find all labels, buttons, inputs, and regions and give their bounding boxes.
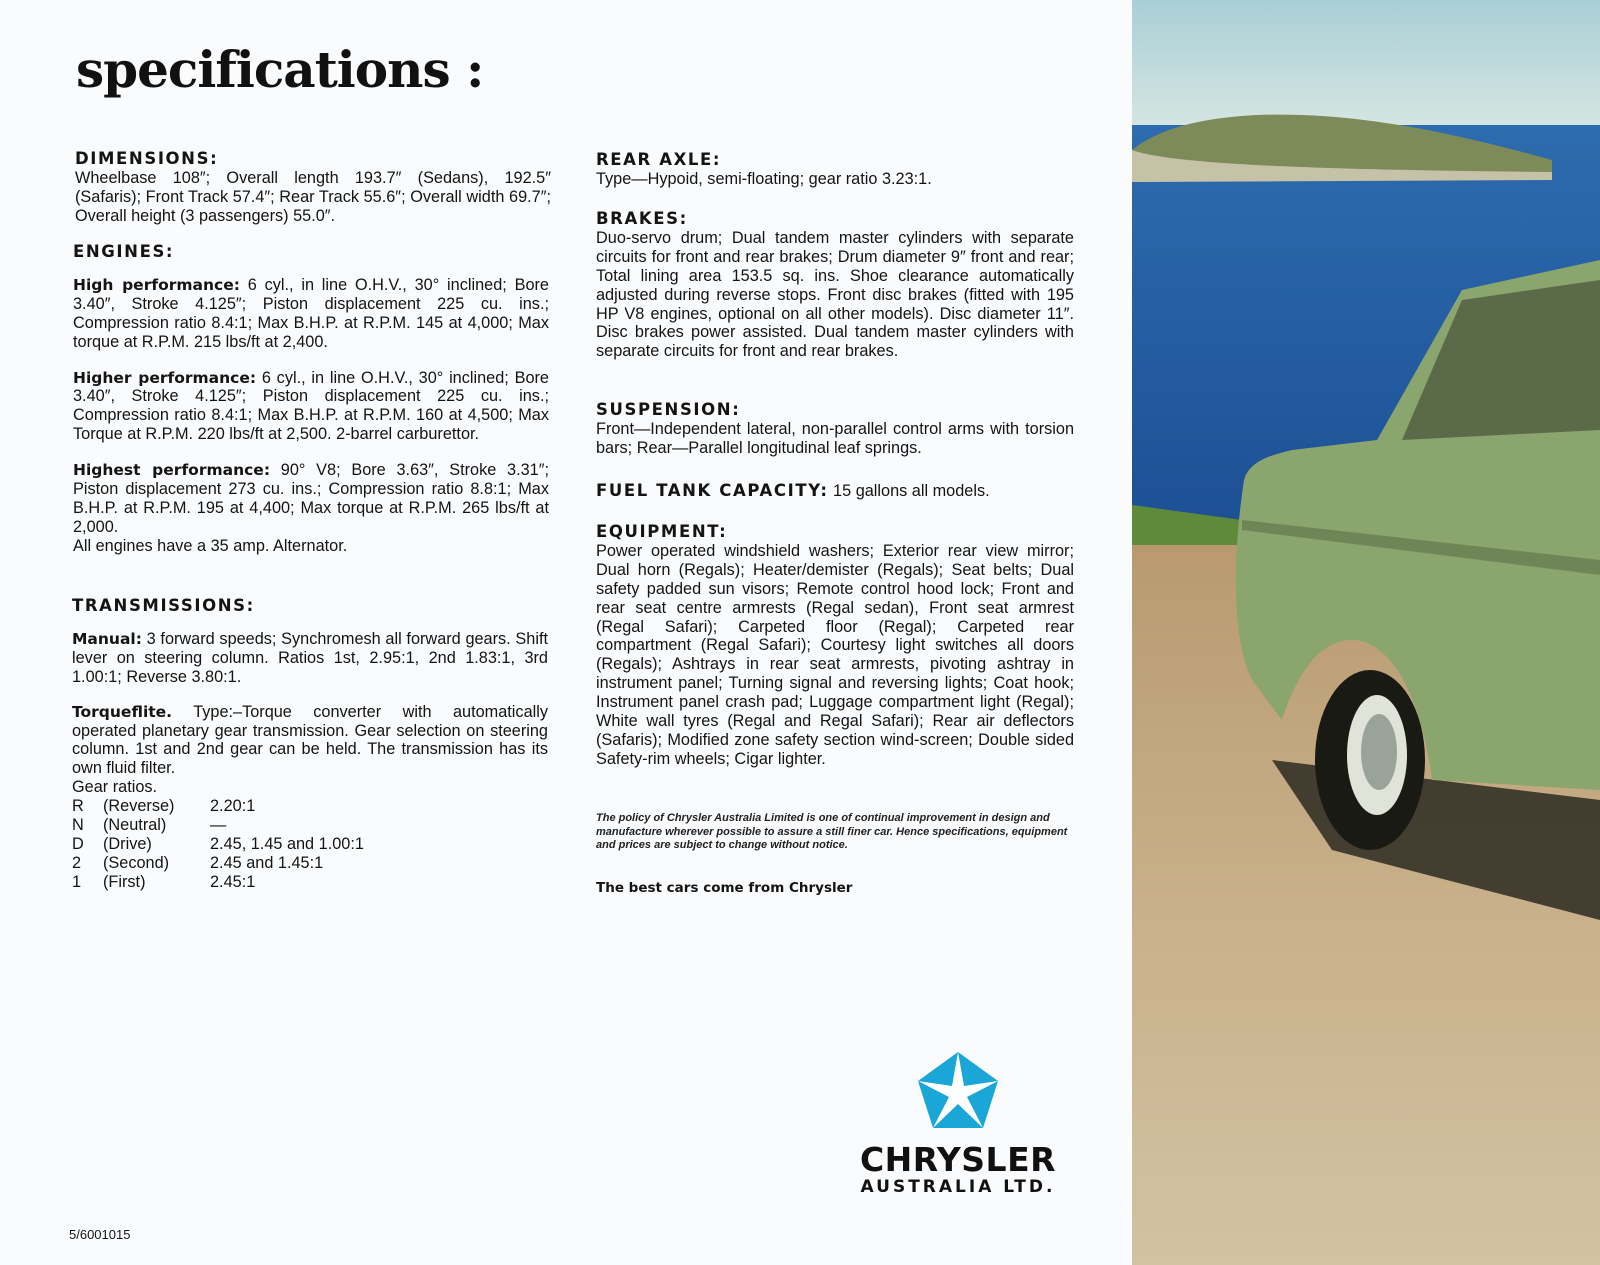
rear-axle-section: [596, 151, 1074, 189]
gear-ratios-label: Gear ratios.: [72, 778, 158, 797]
engine-high: High performance: 6 cyl., in line O.H.V., 30° inclined; Bore 3.40″, Stroke 4.125″; Piston displacement 225 cu. ins.; Compression ratio 8.4:1; Max B.H.P. at R.P.M. 145 at 4,000; Max torque at R.P.M. 215 lbs/ft at 2,400.: [73, 275, 549, 351]
torqueflite-transmission: Torqueflite. Type:–Torque converter with automatically operated planetary gear transmission. Gear selection on steering column. 1st and 2nd gear can be held. The transmission has its own fluid filter.: [72, 702, 548, 778]
pentastar-icon: [916, 1050, 1000, 1130]
engines-section: [73, 243, 549, 556]
fuel-text: 15 gallons all models.: [828, 482, 990, 500]
dimensions-heading: DIMENSIONS:: [75, 149, 219, 168]
dimensions-text: Wheelbase 108″; Overall length 193.7″ (Sedans), 192.5″ (Safaris); Front Track 57.4″; Rear Track 55.6″; Overall width 69.7″; Overall height (3 passengers) 55.0″.: [75, 168, 551, 225]
dimensions-section: [75, 150, 551, 226]
suspension-text: Front—Independent lateral, non-parallel control arms with torsion bars; Rear—Parallel longitudinal leaf springs.: [596, 419, 1074, 457]
transmissions-section: [72, 597, 548, 892]
brakes-text: Duo-servo drum; Dual tandem master cylinders with separate circuits for front and rear brakes; Drum diameter 9″ front and rear; Total lining area 153.5 sq. ins. Shoe clearance automatically adjusted during reverse stops. Front disc brakes (fitted with 195 HP V8 engines, optional on all other models). Disc diameter 11″. Disc brakes power assisted. Dual tandem master cylinders with separate circuits for front and rear brakes.: [596, 228, 1074, 361]
equipment-text: Power operated windshield washers; Exterior rear view mirror; Dual horn (Regals); Heater/demister (Regals); Seat belts; Dual safety padded sun visors; Remote control hood lock; Front and rear seat centre armrests (Regal sedan), Front seat armrest (Regal Safari); Carpeted floor (Regal); Carpeted rear compartment (Regal Safari); Courtesy light switches all doors (Regals); Ashtrays in rear seat armrests, pivoting ashtray in instrument panel; Turning signal and reversing lights; Coat hook; Instrument panel crash pad; Luggage compartment light (Regal); White wall tyres (Regal and Regal Safari); Rear air deflectors (Safaris); Modified zone safety section wind-screen; Double sided Safety-rim wheels; Cigar lighter.: [596, 541, 1074, 768]
engines-heading: ENGINES:: [73, 242, 175, 261]
equipment-heading: EQUIPMENT:: [596, 522, 728, 541]
suspension-section: [596, 401, 1074, 458]
slogan: The best cars come from Chrysler: [596, 880, 853, 896]
brakes-section: [596, 210, 1074, 361]
transmissions-heading: TRANSMISSIONS:: [72, 596, 255, 615]
logo-sub: AUSTRALIA LTD.: [860, 1177, 1056, 1197]
manual-transmission: Manual: 3 forward speeds; Synchromesh all forward gears. Shift lever on steering column. Ratios 1st, 2.95:1, 2nd 1.83:1, 3rd 1.00:1; Reverse 3.80:1.: [72, 629, 548, 686]
car-photo: [1132, 0, 1600, 1265]
engine-highest: Highest performance: 90° V8; Bore 3.63″, Stroke 3.31″; Piston displacement 273 cu. ins.; Compression ratio 8.8:1; Max B.H.P. at R.P.M. 195 at 4,400; Max torque at R.P.M. 265 lbs/ft at 2,000.: [73, 461, 549, 536]
table-row: N (Neutral) —: [72, 816, 227, 835]
equipment-section: [596, 523, 1074, 769]
table-row: R (Reverse) 2.20:1: [72, 797, 256, 816]
table-row: 2 (Second) 2.45 and 1.45:1: [72, 853, 324, 872]
brakes-heading: BRAKES:: [596, 209, 688, 228]
rear-axle-text: Type—Hypoid, semi-floating; gear ratio 3.23:1.: [596, 169, 932, 188]
page-title: specifications :: [76, 40, 484, 99]
table-row: D (Drive) 2.45, 1.45 and 1.00:1: [72, 834, 364, 853]
suspension-heading: SUSPENSION:: [596, 400, 741, 419]
catalog-code: 5/6001015: [69, 1227, 131, 1242]
gear-ratios-table: [72, 797, 364, 892]
chrysler-logo: [838, 1050, 1078, 1197]
policy-note: The policy of Chrysler Australia Limited is one of continual improvement in design and manufacture wherever possible to assure a still finer car. Hence specifications, equipment and prices are subject to change without notice.: [596, 812, 1068, 851]
fuel-heading: FUEL TANK CAPACITY:: [596, 481, 829, 500]
engine-higher: Higher performance: 6 cyl., in line O.H.V., 30° inclined; Bore 3.40″, Stroke 4.125″; Piston displacement 225 cu. ins.; Compression ratio 8.4:1; Max B.H.P. at R.P.M. 160 at 4,500; Max Torque at R.P.M. 220 lbs/ft at 2,500. 2-barrel carburettor.: [73, 368, 549, 444]
rear-axle-heading: REAR AXLE:: [596, 150, 722, 169]
logo-name: CHRYSLER: [859, 1140, 1057, 1179]
table-row: 1 (First) 2.45:1: [72, 872, 256, 891]
fuel-section: [596, 482, 1074, 501]
alternator-note: All engines have a 35 amp. Alternator.: [73, 536, 348, 555]
